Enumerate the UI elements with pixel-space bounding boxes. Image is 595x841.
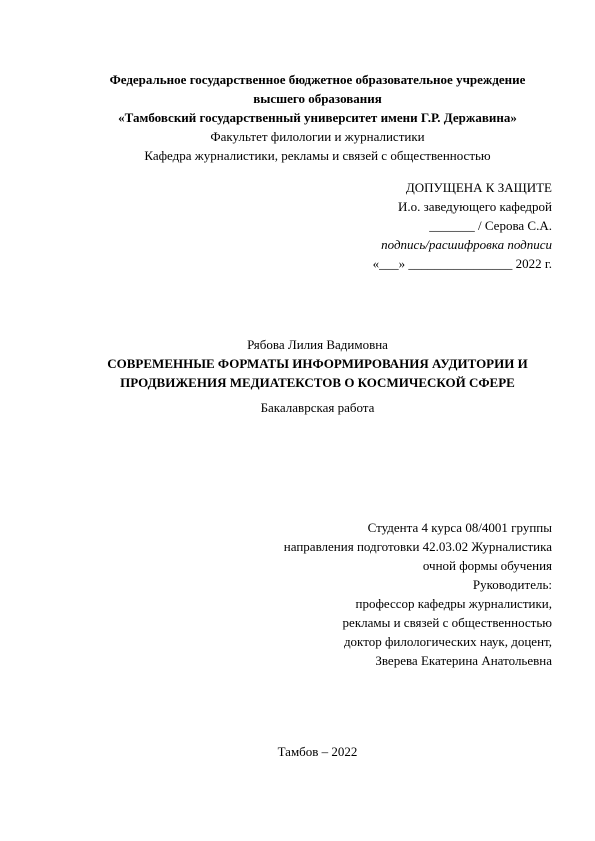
approval-date: «___» ________________ 2022 г.	[372, 256, 552, 271]
approval-role: И.о. заведующего кафедрой	[397, 199, 552, 214]
thesis-title	[40, 354, 595, 392]
student-course: Студента 4 курса 08/4001 группы	[367, 520, 552, 535]
supervisor-position-1: профессор кафедры журналистики,	[355, 596, 552, 611]
approval-heading: ДОПУЩЕНА К ЗАЩИТЕ	[405, 180, 552, 195]
thesis-title-line-2: ПРОДВИЖЕНИЯ МЕДИАТЕКСТОВ О КОСМИЧЕСКОЙ СФЕРЕ	[120, 375, 515, 390]
supervisor-degree: доктор филологических наук, доцент,	[343, 634, 552, 649]
approval-signature: _______ / Серова С.А.	[429, 218, 552, 233]
author-block	[40, 335, 595, 354]
work-type	[40, 398, 595, 417]
department-name: Кафедра журналистики, рекламы и связей с общественностью	[144, 148, 491, 163]
faculty-name: Факультет филологии и журналистики	[210, 129, 425, 144]
student-supervisor-block	[284, 518, 552, 670]
supervisor-name: Зверева Екатерина Анатольевна	[375, 653, 552, 668]
university-name: «Тамбовский государственный университет имени Г.Р. Державина»	[118, 110, 517, 125]
supervisor-position-2: рекламы и связей с общественностью	[342, 615, 552, 630]
city-year-footer	[40, 742, 595, 761]
work-type-label: Бакалаврская работа	[260, 400, 375, 415]
author-name: Рябова Лилия Вадимовна	[247, 337, 388, 352]
thesis-title-line-1: СОВРЕМЕННЫЕ ФОРМАТЫ ИНФОРМИРОВАНИЯ АУДИТОРИИ И	[107, 356, 528, 371]
institution-type: Федеральное государственное бюджетное образовательное учреждение	[109, 72, 526, 87]
approval-signature-caption: подпись/расшифровка подписи	[381, 237, 552, 252]
city-year: Тамбов – 2022	[277, 744, 358, 759]
student-program: направления подготовки 42.03.02 Журналистика	[283, 539, 552, 554]
education-level: высшего образования	[253, 91, 382, 106]
approval-block	[373, 178, 552, 273]
student-study-form: очной формы обучения	[422, 558, 552, 573]
supervisor-label: Руководитель:	[472, 577, 552, 592]
institution-header	[40, 70, 595, 165]
